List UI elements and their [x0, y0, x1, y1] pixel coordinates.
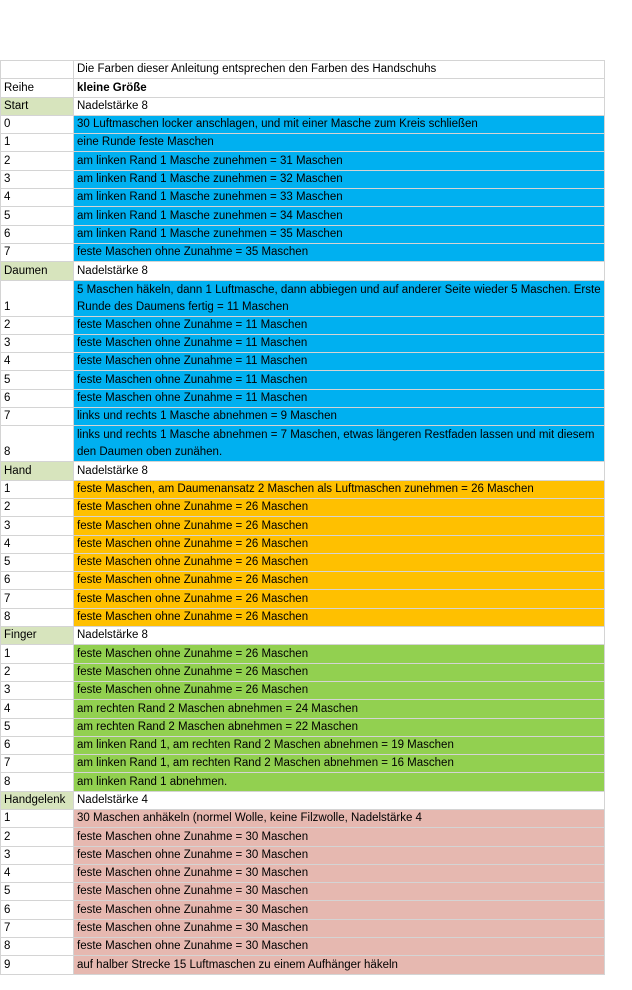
instruction-row [1, 572, 605, 590]
instruction-row [1, 152, 605, 170]
instruction-text[interactable]: am linken Rand 1 Masche zunehmen = 35 Maschen [74, 225, 605, 243]
instruction-row [1, 901, 605, 919]
section-header-row [1, 262, 605, 280]
row-number[interactable]: 3 [1, 334, 74, 352]
instruction-text[interactable]: feste Maschen ohne Zunahme = 30 Maschen [74, 883, 605, 901]
instruction-text[interactable]: feste Maschen ohne Zunahme = 26 Maschen [74, 498, 605, 516]
instruction-text[interactable]: links und rechts 1 Masche abnehmen = 9 Maschen [74, 408, 605, 426]
instruction-text[interactable]: links und rechts 1 Masche abnehmen = 7 Maschen, etwas längeren Restfaden lassen und mit diesem den Daumen oben zunähen. [74, 426, 605, 462]
instruction-text[interactable]: feste Maschen ohne Zunahme = 11 Maschen [74, 316, 605, 334]
instruction-text[interactable]: feste Maschen ohne Zunahme = 26 Maschen [74, 608, 605, 626]
instruction-row [1, 115, 605, 133]
row-number[interactable]: 4 [1, 700, 74, 718]
instruction-row [1, 919, 605, 937]
row-number[interactable]: 1 [1, 280, 74, 316]
row-number[interactable]: 4 [1, 864, 74, 882]
instruction-row [1, 590, 605, 608]
row-number[interactable]: 2 [1, 152, 74, 170]
instruction-text[interactable]: feste Maschen ohne Zunahme = 30 Maschen [74, 828, 605, 846]
instruction-row [1, 170, 605, 188]
row-number[interactable]: 6 [1, 736, 74, 754]
instruction-text[interactable]: am linken Rand 1 Masche zunehmen = 31 Maschen [74, 152, 605, 170]
section-header-row [1, 97, 605, 115]
row-number[interactable]: 5 [1, 553, 74, 571]
instruction-text[interactable]: am linken Rand 1 Masche zunehmen = 34 Maschen [74, 207, 605, 225]
instruction-text[interactable]: feste Maschen ohne Zunahme = 30 Maschen [74, 901, 605, 919]
row-number[interactable]: 4 [1, 353, 74, 371]
instruction-row [1, 225, 605, 243]
row-number[interactable]: 5 [1, 371, 74, 389]
header-row [1, 79, 605, 97]
row-number[interactable]: 8 [1, 426, 74, 462]
row-number[interactable]: 1 [1, 645, 74, 663]
instruction-row [1, 755, 605, 773]
instruction-text[interactable]: feste Maschen ohne Zunahme = 11 Maschen [74, 334, 605, 352]
instruction-row [1, 498, 605, 516]
instruction-text[interactable]: am linken Rand 1 Masche zunehmen = 33 Maschen [74, 189, 605, 207]
row-number[interactable]: 8 [1, 773, 74, 791]
instruction-text[interactable]: feste Maschen ohne Zunahme = 26 Maschen [74, 572, 605, 590]
row-column-header[interactable]: Reihe [1, 79, 74, 97]
instruction-text[interactable]: am rechten Rand 2 Maschen abnehmen = 24 Maschen [74, 700, 605, 718]
instruction-text[interactable]: feste Maschen, am Daumenansatz 2 Maschen als Luftmaschen zunehmen = 26 Maschen [74, 480, 605, 498]
empty-cell[interactable] [1, 61, 74, 79]
instruction-row [1, 736, 605, 754]
instruction-row [1, 938, 605, 956]
instruction-row [1, 956, 605, 974]
needle-size[interactable]: Nadelstärke 4 [74, 791, 605, 809]
instruction-row [1, 316, 605, 334]
instruction-row [1, 828, 605, 846]
row-number[interactable]: 7 [1, 408, 74, 426]
instruction-text[interactable]: 5 Maschen häkeln, dann 1 Luftmasche, dann abbiegen und auf anderer Seite wieder 5 Maschen. Erste Runde des Daumens fertig = 11 Maschen [74, 280, 605, 316]
instruction-row [1, 389, 605, 407]
row-number[interactable]: 6 [1, 389, 74, 407]
needle-size[interactable]: Nadelstärke 8 [74, 462, 605, 480]
instruction-text[interactable]: feste Maschen ohne Zunahme = 26 Maschen [74, 517, 605, 535]
row-number[interactable]: 7 [1, 590, 74, 608]
instruction-text[interactable]: feste Maschen ohne Zunahme = 26 Maschen [74, 663, 605, 681]
instruction-text[interactable]: feste Maschen ohne Zunahme = 26 Maschen [74, 553, 605, 571]
instruction-text[interactable]: 30 Luftmaschen locker anschlagen, und mit einer Masche zum Kreis schließen [74, 115, 605, 133]
row-number[interactable]: 2 [1, 498, 74, 516]
row-number[interactable]: 8 [1, 938, 74, 956]
instruction-text[interactable]: am linken Rand 1 Masche zunehmen = 32 Maschen [74, 170, 605, 188]
row-number[interactable]: 5 [1, 883, 74, 901]
row-number[interactable]: 3 [1, 681, 74, 699]
section-header-row [1, 462, 605, 480]
row-number[interactable]: 3 [1, 846, 74, 864]
instruction-text[interactable]: feste Maschen ohne Zunahme = 11 Maschen [74, 371, 605, 389]
row-number[interactable]: 7 [1, 919, 74, 937]
row-number[interactable]: 5 [1, 718, 74, 736]
instruction-row [1, 189, 605, 207]
row-number[interactable]: 1 [1, 809, 74, 827]
instruction-row [1, 243, 605, 261]
instruction-text[interactable]: 30 Maschen anhäkeln (normel Wolle, keine Filzwolle, Nadelstärke 4 [74, 809, 605, 827]
instruction-text[interactable]: feste Maschen ohne Zunahme = 11 Maschen [74, 389, 605, 407]
instruction-row [1, 334, 605, 352]
instruction-text[interactable]: feste Maschen ohne Zunahme = 26 Maschen [74, 590, 605, 608]
needle-size[interactable]: Nadelstärke 8 [74, 97, 605, 115]
instruction-text[interactable]: feste Maschen ohne Zunahme = 30 Maschen [74, 846, 605, 864]
instruction-text[interactable]: auf halber Strecke 15 Luftmaschen zu einem Aufhänger häkeln [74, 956, 605, 974]
instruction-text[interactable]: am linken Rand 1, am rechten Rand 2 Maschen abnehmen = 16 Maschen [74, 755, 605, 773]
needle-size[interactable]: Nadelstärke 8 [74, 262, 605, 280]
section-name[interactable]: Daumen [1, 262, 74, 280]
instruction-text[interactable]: feste Maschen ohne Zunahme = 11 Maschen [74, 353, 605, 371]
instruction-text[interactable]: am rechten Rand 2 Maschen abnehmen = 22 Maschen [74, 718, 605, 736]
row-number[interactable]: 1 [1, 134, 74, 152]
row-number[interactable]: 6 [1, 572, 74, 590]
section-name[interactable]: Hand [1, 462, 74, 480]
instruction-text[interactable]: am linken Rand 1, am rechten Rand 2 Maschen abnehmen = 19 Maschen [74, 736, 605, 754]
instruction-row [1, 280, 605, 316]
instruction-text[interactable]: feste Maschen ohne Zunahme = 26 Maschen [74, 645, 605, 663]
instruction-row [1, 681, 605, 699]
instruction-text[interactable]: eine Runde feste Maschen [74, 134, 605, 152]
instruction-text[interactable]: feste Maschen ohne Zunahme = 30 Maschen [74, 919, 605, 937]
section-header-row [1, 627, 605, 645]
instruction-row [1, 426, 605, 462]
instruction-row [1, 535, 605, 553]
row-number[interactable]: 2 [1, 316, 74, 334]
color-note[interactable]: Die Farben dieser Anleitung entsprechen den Farben des Handschuhs [74, 61, 605, 79]
sheet-body [1, 61, 605, 975]
instruction-row [1, 718, 605, 736]
instruction-text[interactable]: feste Maschen ohne Zunahme = 26 Maschen [74, 535, 605, 553]
instruction-row [1, 480, 605, 498]
row-number[interactable]: 7 [1, 243, 74, 261]
section-header-row [1, 791, 605, 809]
row-number[interactable]: 7 [1, 755, 74, 773]
row-number[interactable]: 9 [1, 956, 74, 974]
row-number[interactable]: 1 [1, 480, 74, 498]
instruction-text[interactable]: am linken Rand 1 abnehmen. [74, 773, 605, 791]
instruction-row [1, 700, 605, 718]
instruction-row [1, 408, 605, 426]
row-number[interactable]: 0 [1, 115, 74, 133]
header-note-row [1, 61, 605, 79]
instruction-sheet [0, 60, 605, 975]
row-number[interactable]: 6 [1, 901, 74, 919]
instruction-row [1, 809, 605, 827]
instruction-row [1, 864, 605, 882]
instruction-row [1, 134, 605, 152]
row-number[interactable]: 8 [1, 608, 74, 626]
section-name[interactable]: Handgelenk [1, 791, 74, 809]
instruction-text[interactable]: feste Maschen ohne Zunahme = 26 Maschen [74, 681, 605, 699]
instruction-row [1, 645, 605, 663]
instruction-row [1, 608, 605, 626]
row-number[interactable]: 4 [1, 189, 74, 207]
instruction-row [1, 663, 605, 681]
instruction-text[interactable]: feste Maschen ohne Zunahme = 35 Maschen [74, 243, 605, 261]
instruction-row [1, 773, 605, 791]
instruction-text[interactable]: feste Maschen ohne Zunahme = 30 Maschen [74, 938, 605, 956]
row-number[interactable]: 2 [1, 663, 74, 681]
row-number[interactable]: 3 [1, 170, 74, 188]
section-name[interactable]: Start [1, 97, 74, 115]
instruction-row [1, 553, 605, 571]
section-name[interactable]: Finger [1, 627, 74, 645]
size-header[interactable]: kleine Größe [74, 79, 605, 97]
instruction-row [1, 517, 605, 535]
instruction-row [1, 883, 605, 901]
row-number[interactable]: 6 [1, 225, 74, 243]
instruction-row [1, 846, 605, 864]
row-number[interactable]: 2 [1, 828, 74, 846]
needle-size[interactable]: Nadelstärke 8 [74, 627, 605, 645]
row-number[interactable]: 5 [1, 207, 74, 225]
instruction-row [1, 371, 605, 389]
instruction-row [1, 353, 605, 371]
instruction-text[interactable]: feste Maschen ohne Zunahme = 30 Maschen [74, 864, 605, 882]
row-number[interactable]: 3 [1, 517, 74, 535]
row-number[interactable]: 4 [1, 535, 74, 553]
instruction-row [1, 207, 605, 225]
